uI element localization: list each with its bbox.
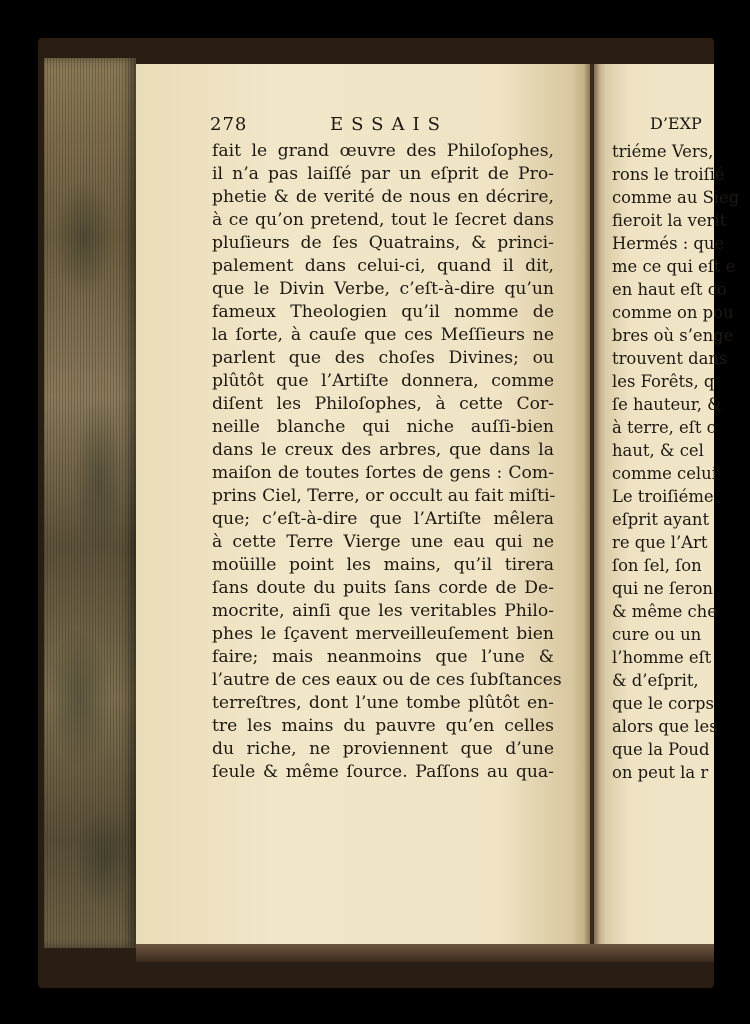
text-line: fait le grand œuvre des Philoſophes, bbox=[212, 141, 554, 161]
text-line: parlent que des choſes Divines; ou bbox=[212, 348, 554, 368]
text-line: que; c’eſt-à-dire que l’Artiſte mêlera bbox=[212, 509, 554, 529]
text-line: cure ou un bbox=[612, 625, 702, 644]
text-line: pluſieurs de ſes Quatrains, & princi- bbox=[212, 233, 554, 253]
text-line: à ce qu’on pretend, tout le ſecret dans bbox=[212, 210, 554, 230]
text-line: dans le creux des arbres, que dans la bbox=[212, 440, 554, 460]
text-line: comme on pou bbox=[612, 303, 734, 322]
text-line: mocrite, ainſi que les veritables Philo- bbox=[212, 601, 554, 621]
text-line: trouvent dans bbox=[612, 349, 728, 368]
text-line: haut, & cel bbox=[612, 441, 704, 460]
text-line: bres où s’enge bbox=[612, 326, 734, 345]
left-running-head bbox=[210, 114, 550, 140]
text-line: palement dans celui-ci, quand il dit, bbox=[212, 256, 554, 276]
text-line: me ce qui eſt e bbox=[612, 257, 736, 276]
text-line: ſeule & même ſource. Paſſons au qua- bbox=[212, 762, 554, 782]
text-line: & même che bbox=[612, 602, 717, 621]
text-line: rons le troiſié bbox=[612, 165, 725, 184]
text-line: phetie & de verité de nous en décrire, bbox=[212, 187, 554, 207]
text-line: ſans doute du puits ſans corde de De- bbox=[212, 578, 554, 598]
text-line: plûtôt que l’Artiſte donnera, comme bbox=[212, 371, 554, 391]
text-line: comme au Sieg bbox=[612, 188, 740, 207]
text-line: à cette Terre Vierge une eau qui ne bbox=[212, 532, 554, 552]
text-line: triéme Vers, bbox=[612, 142, 714, 161]
text-line: terreſtres, dont l’une tombe plûtôt en- bbox=[212, 693, 554, 713]
text-line: à terre, eſt c bbox=[612, 418, 716, 437]
text-line: comme celui bbox=[612, 464, 717, 483]
text-line: phes le ſçavent merveilleuſement bien bbox=[212, 624, 554, 644]
text-line: fameux Theologien qu’il nomme de bbox=[212, 302, 554, 322]
text-line: faire; mais neanmoins que l’une & bbox=[212, 647, 554, 667]
text-line: ſon ſel, ſon bbox=[612, 556, 702, 575]
text-line: la ſorte, à cauſe que ces Meſſieurs ne bbox=[212, 325, 554, 345]
bottom-edge bbox=[136, 944, 714, 962]
text-line: eſprit ayant bbox=[612, 510, 710, 529]
text-line: que la Poud bbox=[612, 740, 710, 759]
text-line: alors que les bbox=[612, 717, 718, 736]
text-line: diſent les Philoſophes, à cette Cor- bbox=[212, 394, 554, 414]
text-line: du riche, ne proviennent que d’une bbox=[212, 739, 554, 759]
text-line: les Forêts, q bbox=[612, 372, 715, 391]
text-line: tre les mains du pauvre qu’en celles bbox=[212, 716, 554, 736]
right-text-block bbox=[598, 140, 740, 784]
text-line: on peut la r bbox=[612, 763, 709, 782]
text-line: l’autre de ces eaux ou de ces ſubſtances bbox=[212, 670, 562, 690]
text-line: qui ne ſeron bbox=[612, 579, 713, 598]
text-line: ſe hauteur, & bbox=[612, 395, 722, 414]
page-fore-edge bbox=[44, 58, 136, 948]
text-line: en haut eſt co bbox=[612, 280, 727, 299]
text-line: re que l’Art bbox=[612, 533, 708, 552]
left-text-block bbox=[212, 140, 562, 784]
right-running-head: D’EXP bbox=[650, 114, 702, 133]
text-line: moüille point les mains, qu’il tirera bbox=[212, 555, 554, 575]
text-line: maiſon de toutes ſortes de gens : Com- bbox=[212, 463, 554, 483]
page-number: 278 bbox=[210, 114, 248, 135]
text-line: neille blanche qui niche auſſi-bien bbox=[212, 417, 554, 437]
text-line: & d’eſprit, bbox=[612, 671, 699, 690]
text-line: fieroit la verit bbox=[612, 211, 727, 230]
text-line: Le troiſiéme bbox=[612, 487, 714, 506]
text-line: il n’a pas laiſſé par un eſprit de Pro- bbox=[212, 164, 554, 184]
text-line: prins Ciel, Terre, or occult au fait miſti- bbox=[212, 486, 556, 506]
running-title: ESSAIS bbox=[330, 114, 448, 135]
text-line: l’homme eſt bbox=[612, 648, 712, 667]
text-line: que le corps bbox=[612, 694, 714, 713]
text-line: Hermés : que bbox=[612, 234, 725, 253]
text-line: que le Divin Verbe, c’eſt-à-dire qu’un bbox=[212, 279, 554, 299]
